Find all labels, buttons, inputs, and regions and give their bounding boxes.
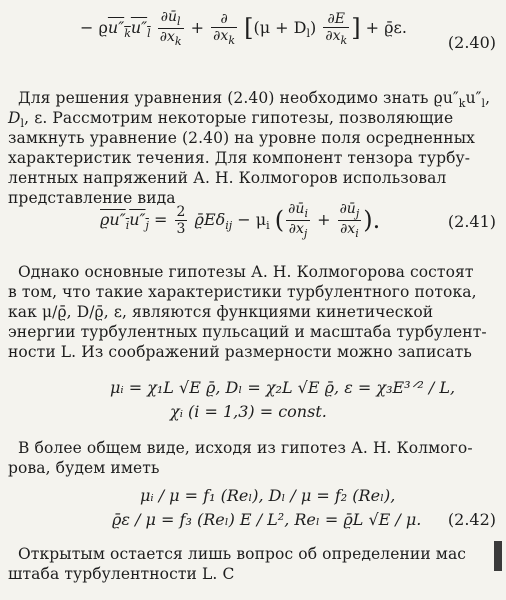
para3-line2: рова, будем иметь [8,459,160,477]
eq240-mu-d: $(\mu + D_l)$ [253,18,317,40]
para1-line5: лентных напряжений А. Н. Колмогоров использовал [8,169,447,187]
para4-line2: штаба турбулентности L. С [8,565,235,583]
eq241-paren-open: ( [274,206,285,234]
equation-number-2-41: (2.41) [447,212,496,231]
eq241-two-thirds: $\frac{2}{3}$ [176,204,186,237]
para2-line5: ности L. Из соображений размерности можно записать [8,343,472,361]
eq240-tail: + ϱ̄ε. [365,18,407,37]
eq240-part-a: − ϱ [80,18,108,37]
para2-line2: в том, что такие характеристики турбулентного потока, [8,283,477,301]
eq241-frac2: $\frac{\partial ū_j}{\partial x_i}$ [339,201,360,240]
equation-chi-line1: μᵢ = χ₁L √E ϱ̄, Dₗ = χ₂L √E ϱ̄, ε = χ₃E³ᐟ² / L, [110,378,456,397]
para2-line4: энергии турбулентных пульсаций и масштаба турбулент- [8,323,487,341]
para2-line1: Однако основные гипотезы А. Н. Колмогорова состоят [18,263,474,281]
eq241-paren-close: ). [363,206,381,234]
para4-line1: Открытым остается лишь вопрос об определении мас [18,545,467,563]
eq241-minus: − $\mu_i$ [237,210,270,232]
equation-number-2-42: (2.42) [447,510,496,529]
eq240-plus: + [190,18,205,37]
eq240-uk: $u''_ku''_l$ [107,18,151,40]
equation-number-2-40: (2.40) [447,33,496,52]
equation-2-41 [100,202,380,239]
scan-edge-shadow [494,541,502,571]
equation-2-40 [80,10,407,47]
para2-line3: как μ/ϱ̄, D/ϱ̄, ε, являются функциями кинетической [8,303,434,321]
equation-2-42-line1: μᵢ / μ = f₁ (Reₗ), Dₗ / μ = f₂ (Reₗ), [140,486,396,505]
eq241-term: $ϱ̄E\delta_{ij}$ [194,210,233,232]
equation-chi-line2: χᵢ (i = 1,3) = const. [170,402,327,421]
equation-2-42-line2: ϱ̄ε / μ = f₃ (Reₗ) E / L², Reₗ = ϱ̄L √E / μ. [112,510,422,529]
eq241-frac1: $\frac{\partial ū_i}{\partial x_j}$ [288,201,308,240]
para1-line3: замкнуть уравнение (2.40) на уровне поля осредненных [8,129,475,147]
para1-line4: характеристик течения. Для компонент тензора турбу- [8,149,471,167]
eq241-lhs: $ϱu''_iu''_j$ [100,210,149,232]
eq240-bracket-open: [ [244,14,254,42]
para1-line2: $D_l$, ε. Рассмотрим некоторые гипотезы, позволяющие [8,109,454,130]
eq241-equals: = [154,210,168,229]
eq240-frac3: $\frac{\partial E}{\partial x_k}$ [325,10,348,47]
para3-line1: В более общем виде, исходя из гипотез А. Н. Колмого- [18,439,473,457]
eq240-frac2: $\frac{\partial}{\partial x_k}$ [213,10,235,47]
eq240-bracket-close: ] [351,14,361,42]
para1-line6: представление вида [8,189,176,207]
eq241-plus: + [317,210,331,229]
para1-line1: Для решения уравнения (2.40) необходимо знать $ϱu''_ku''_l$, [18,89,491,110]
eq240-frac1: $\frac{\partial ū_l}{\partial x_k}$ [159,9,182,48]
